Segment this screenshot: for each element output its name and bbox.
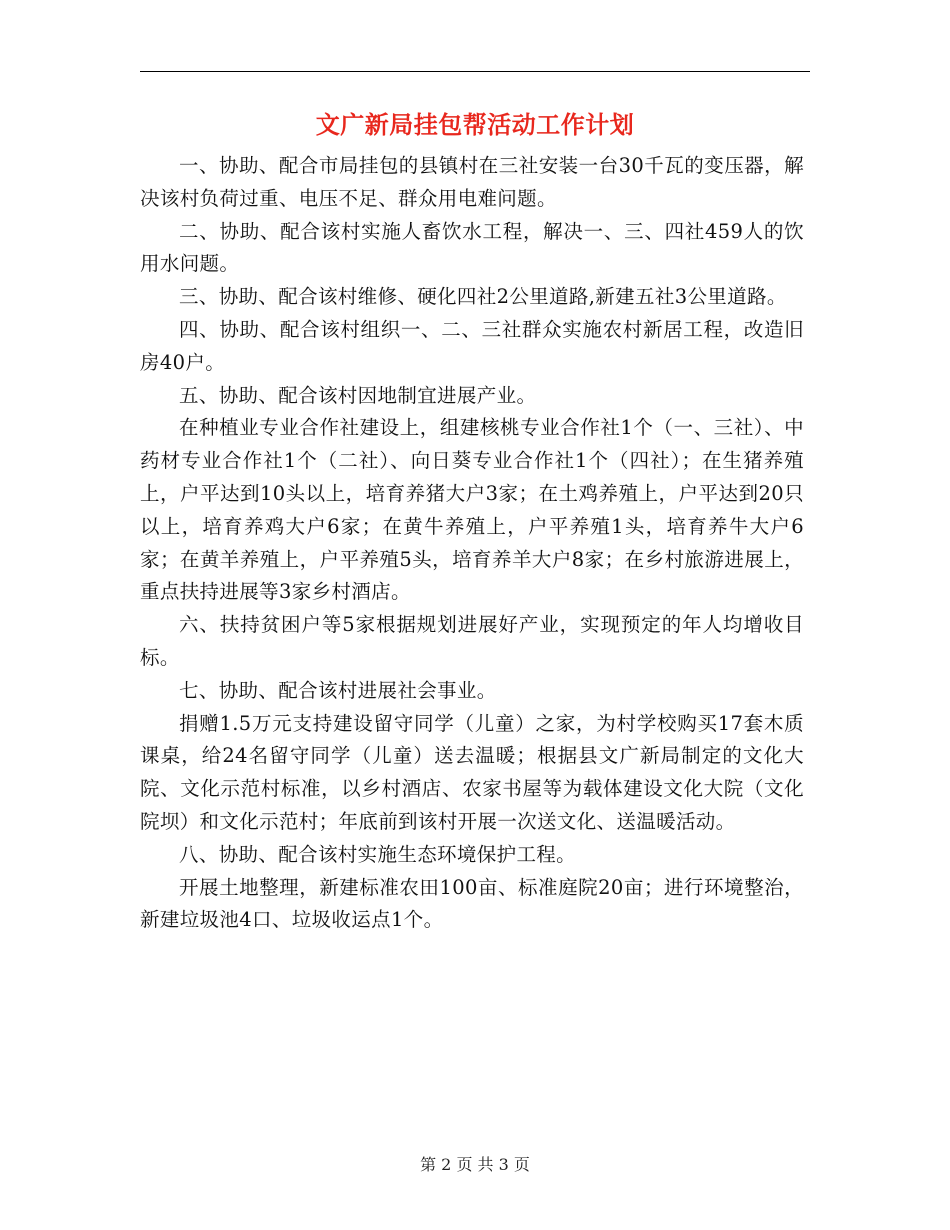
page-number: 第 2 页 共 3 页 <box>420 1155 530 1174</box>
paragraph-5: 五、协助、配合该村因地制宜进展产业。 <box>179 383 537 407</box>
paragraph-4: 四、协助、配合该村组织一、二、三社群众实施农村新居工程，改造旧房40户。 <box>140 317 804 374</box>
paragraph-10: 八、协助、配合该村实施生态环境保护工程。 <box>179 842 577 866</box>
paragraph-7: 六、扶持贫困户等5家根据规划进展好产业，实现预定的年人均增收目标。 <box>140 613 804 669</box>
paragraph-8: 七、协助、配合该村进展社会事业。 <box>179 678 497 702</box>
paragraph-11: 开展土地整理，新建标准农田100亩、标准庭院20亩；进行环境整治，新建垃圾池4口、垃圾收运点1个。 <box>140 875 804 932</box>
paragraph-9: 捐赠1.5万元支持建设留守同学（儿童）之家，为村学校购买17套木质课桌，给24名留守同学（儿童）送去温暖；根据县文广新局制定的文化大院、文化示范村标准，以乡村酒店、农家书屋等为载体建设文化大院（文化院坝）和文化示范村；年底前到该村开展一次送文化、送温暖活动。 <box>140 711 804 833</box>
header-rule <box>140 71 810 72</box>
document-title: 文广新局挂包帮活动工作计划 <box>315 110 635 139</box>
document-body <box>140 150 804 937</box>
paragraph-2: 二、协助、配合该村实施人畜饮水工程，解决一、三、四社459人的饮用水问题。 <box>140 219 804 276</box>
paragraph-1: 一、协助、配合市局挂包的县镇村在三社安装一台30千瓦的变压器，解决该村负荷过重、电压不足、群众用电难问题。 <box>140 154 804 210</box>
paragraph-6: 在种植业专业合作社建设上，组建核桃专业合作社1个（一、三社）、中药材专业合作社1个（二社）、向日葵专业合作社1个（四社）；在生猪养殖上，户平达到10头以上，培育养猪大户3家；在土鸡养殖上，户平达到20只以上，培育养鸡大户6家；在黄牛养殖上，户平养殖1头，培育养牛大户6家；在黄羊养殖上，户平养殖5头，培育养羊大户8家；在乡村旅游进展上，重点扶持进展等3家乡村酒店。 <box>140 416 804 604</box>
paragraph-3: 三、协助、配合该村维修、硬化四社2公里道路,新建五社3公里道路。 <box>179 285 787 309</box>
